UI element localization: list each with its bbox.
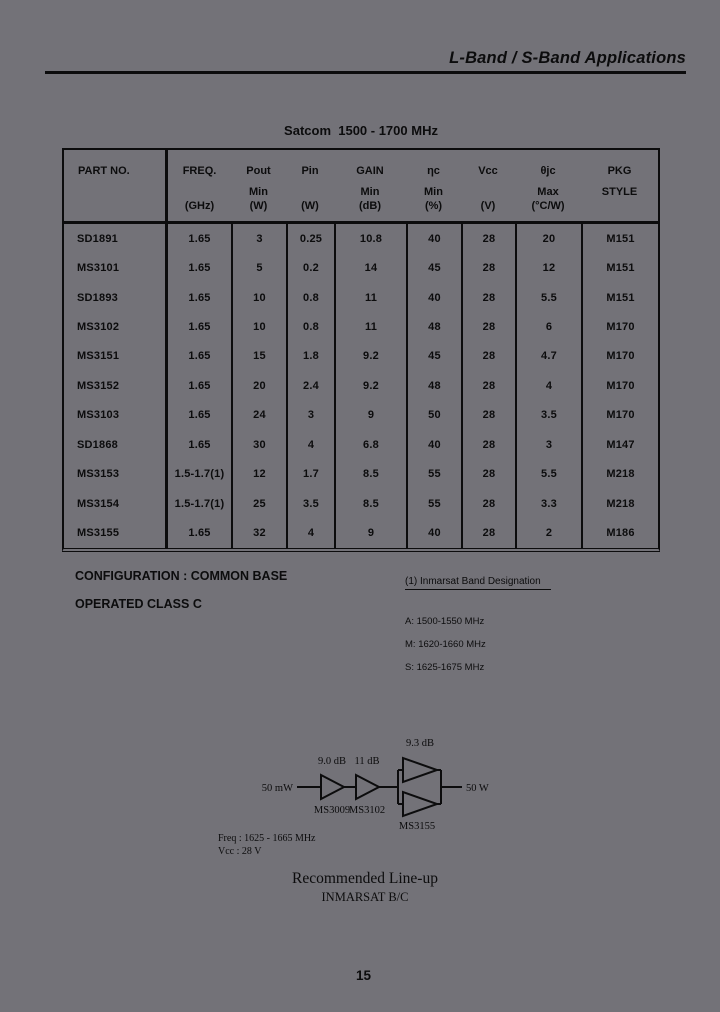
table-cell: 1.65 xyxy=(165,312,231,341)
table-cell: 28 xyxy=(461,371,515,400)
part-number-cell: MS3103 xyxy=(77,409,120,422)
table-cell: 11 xyxy=(334,283,406,312)
table-cell: 28 xyxy=(461,312,515,341)
table-cell: 1.65 xyxy=(165,253,231,282)
page-title: L-Band / S-Band Applications xyxy=(449,49,686,67)
table-cell: 40 xyxy=(406,430,461,459)
col-header-vcc: Vcc (V) xyxy=(478,165,498,212)
diagram-conditions xyxy=(218,832,316,858)
table-cell: 4 xyxy=(286,518,334,547)
stage2-part-label: MS3102 xyxy=(348,805,386,816)
table-cell: 10 xyxy=(231,312,286,341)
table-cell: 2.4 xyxy=(286,371,334,400)
table-cell: 20 xyxy=(231,371,286,400)
class-line: OPERATED CLASS C xyxy=(75,597,202,611)
col-header-pout: Pout Min (W) xyxy=(246,165,271,212)
table-cell: M218 xyxy=(581,460,658,489)
table-cell: 3.5 xyxy=(286,489,334,518)
col-header-pkg-style: PKG STYLE xyxy=(601,165,638,198)
table-cell: 0.8 xyxy=(286,312,334,341)
col-header-efficiency: ηc Min (%) xyxy=(424,165,443,212)
table-cell: 48 xyxy=(406,371,461,400)
amp1-triangle xyxy=(321,775,344,799)
table-cell: 10 xyxy=(231,283,286,312)
table-cell: 12 xyxy=(515,253,581,282)
part-number-cell: MS3155 xyxy=(77,527,120,540)
stage1-part-label: MS3009 xyxy=(313,805,351,816)
table-cell: 1.65 xyxy=(165,224,231,253)
part-number-cell: MS3102 xyxy=(77,321,120,334)
table-cell: 25 xyxy=(231,489,286,518)
table-cell: 10.8 xyxy=(334,224,406,253)
page-number: 15 xyxy=(355,968,372,983)
table-cell: 9.2 xyxy=(334,371,406,400)
lineup-subcaption: INMARSAT B/C xyxy=(321,890,409,904)
table-cell: 20 xyxy=(515,224,581,253)
table-body xyxy=(64,224,658,548)
table-cell: M218 xyxy=(581,489,658,518)
table-cell: 1.5-1.7(1) xyxy=(165,460,231,489)
table-cell: 45 xyxy=(406,253,461,282)
table-cell: M151 xyxy=(581,283,658,312)
amp3-bottom-triangle xyxy=(403,792,437,816)
table-cell: 55 xyxy=(406,489,461,518)
table-cell: M151 xyxy=(581,224,658,253)
footnote-title: (1) Inmarsat Band Designation xyxy=(405,576,551,590)
table-cell: 15 xyxy=(231,342,286,371)
parts-table xyxy=(62,148,660,552)
amp3-top-triangle xyxy=(403,758,437,782)
table-cell: 1.65 xyxy=(165,430,231,459)
band-designation-footnote xyxy=(405,571,551,673)
table-cell: 3.5 xyxy=(515,401,581,430)
table-cell: 28 xyxy=(461,518,515,547)
table-cell: M170 xyxy=(581,371,658,400)
table-cell: M170 xyxy=(581,401,658,430)
table-cell: 4 xyxy=(286,430,334,459)
table-cell: 40 xyxy=(406,283,461,312)
part-number-cell: SD1893 xyxy=(77,291,118,304)
table-cell: 28 xyxy=(461,342,515,371)
table-cell: M147 xyxy=(581,430,658,459)
diagram-vcc-note: Vcc : 28 V xyxy=(218,846,262,857)
table-cell: 3 xyxy=(231,224,286,253)
table-cell: M170 xyxy=(581,342,658,371)
col-header-part-no: PART NO. xyxy=(78,165,130,177)
table-cell: 28 xyxy=(461,253,515,282)
table-cell: 1.65 xyxy=(165,401,231,430)
band-s: S: 1625-1675 MHz xyxy=(405,662,485,673)
band-a: A: 1500-1550 MHz xyxy=(405,616,485,627)
lineup-caption: Recommended Line-up xyxy=(292,870,438,887)
table-cell: 5 xyxy=(231,253,286,282)
table-cell: 28 xyxy=(461,401,515,430)
table-title: Satcom 1500 - 1700 MHz xyxy=(284,123,438,138)
col-header-theta-jc: θjc Max (°C/W) xyxy=(531,165,565,212)
stage2-gain-label: 11 dB xyxy=(354,756,380,767)
table-cell: 40 xyxy=(406,518,461,547)
table-cell: 55 xyxy=(406,460,461,489)
configuration-note xyxy=(75,569,287,611)
band-m: M: 1620-1660 MHz xyxy=(405,639,486,650)
table-cell: 32 xyxy=(231,518,286,547)
table-cell: 4.7 xyxy=(515,342,581,371)
part-number-cell: MS3151 xyxy=(77,350,120,363)
table-cell: 12 xyxy=(231,460,286,489)
table-cell: 6.8 xyxy=(334,430,406,459)
table-cell: M170 xyxy=(581,312,658,341)
table-cell: 1.65 xyxy=(165,518,231,547)
amp2-triangle xyxy=(356,775,379,799)
table-cell: 1.65 xyxy=(165,283,231,312)
table-cell: 3.3 xyxy=(515,489,581,518)
table-cell: 2 xyxy=(515,518,581,547)
table-cell: 0.2 xyxy=(286,253,334,282)
table-cell: 1.65 xyxy=(165,342,231,371)
part-number-cell: MS3154 xyxy=(77,497,120,510)
table-cell: 40 xyxy=(406,224,461,253)
table-cell: 1.8 xyxy=(286,342,334,371)
table-cell: 6 xyxy=(515,312,581,341)
part-number-cell: SD1891 xyxy=(77,232,118,245)
table-cell: 28 xyxy=(461,489,515,518)
table-cell: 50 xyxy=(406,401,461,430)
table-cell: 0.25 xyxy=(286,224,334,253)
table-cell: 9 xyxy=(334,518,406,547)
output-power-label: 50 W xyxy=(466,783,489,794)
table-cell: 14 xyxy=(334,253,406,282)
diagram-freq-note: Freq : 1625 - 1665 MHz xyxy=(218,833,316,844)
part-number-cell: MS3101 xyxy=(77,262,120,275)
stage3-part-label: MS3155 xyxy=(398,821,436,832)
table-cell: 0.8 xyxy=(286,283,334,312)
table-cell: 28 xyxy=(461,283,515,312)
col-header-freq: FREQ. (GHz) xyxy=(165,150,231,221)
col-header-pin: Pin (W) xyxy=(301,165,319,212)
table-cell: 28 xyxy=(461,430,515,459)
table-cell: M186 xyxy=(581,518,658,547)
input-power-label: 50 mW xyxy=(261,783,293,794)
table-cell: 8.5 xyxy=(334,460,406,489)
table-cell: 8.5 xyxy=(334,489,406,518)
table-cell: 1.65 xyxy=(165,371,231,400)
header-rule xyxy=(45,71,686,74)
table-cell: 5.5 xyxy=(515,283,581,312)
table-cell: 11 xyxy=(334,312,406,341)
table-cell: 48 xyxy=(406,312,461,341)
table-cell: 28 xyxy=(461,460,515,489)
table-cell: 24 xyxy=(231,401,286,430)
table-cell: 9 xyxy=(334,401,406,430)
table-cell: 28 xyxy=(461,224,515,253)
table-cell: 3 xyxy=(286,401,334,430)
col-header-gain: GAIN Min (dB) xyxy=(356,165,384,212)
table-cell: 9.2 xyxy=(334,342,406,371)
part-number-cell: SD1868 xyxy=(77,438,118,451)
part-number-cell: MS3152 xyxy=(77,379,120,392)
table-cell: 30 xyxy=(231,430,286,459)
table-cell: 1.7 xyxy=(286,460,334,489)
stage1-gain-label: 9.0 dB xyxy=(317,756,347,767)
table-cell: 3 xyxy=(515,430,581,459)
part-number-cell: MS3153 xyxy=(77,468,120,481)
stage3-gain-label: 9.3 dB xyxy=(405,738,435,749)
table-cell: M151 xyxy=(581,253,658,282)
table-header-row xyxy=(64,150,658,224)
table-cell: 45 xyxy=(406,342,461,371)
table-cell: 5.5 xyxy=(515,460,581,489)
table-cell: 4 xyxy=(515,371,581,400)
lineup-diagram xyxy=(205,718,495,833)
configuration-line: CONFIGURATION : COMMON BASE xyxy=(75,569,288,583)
table-cell: 1.5-1.7(1) xyxy=(165,489,231,518)
